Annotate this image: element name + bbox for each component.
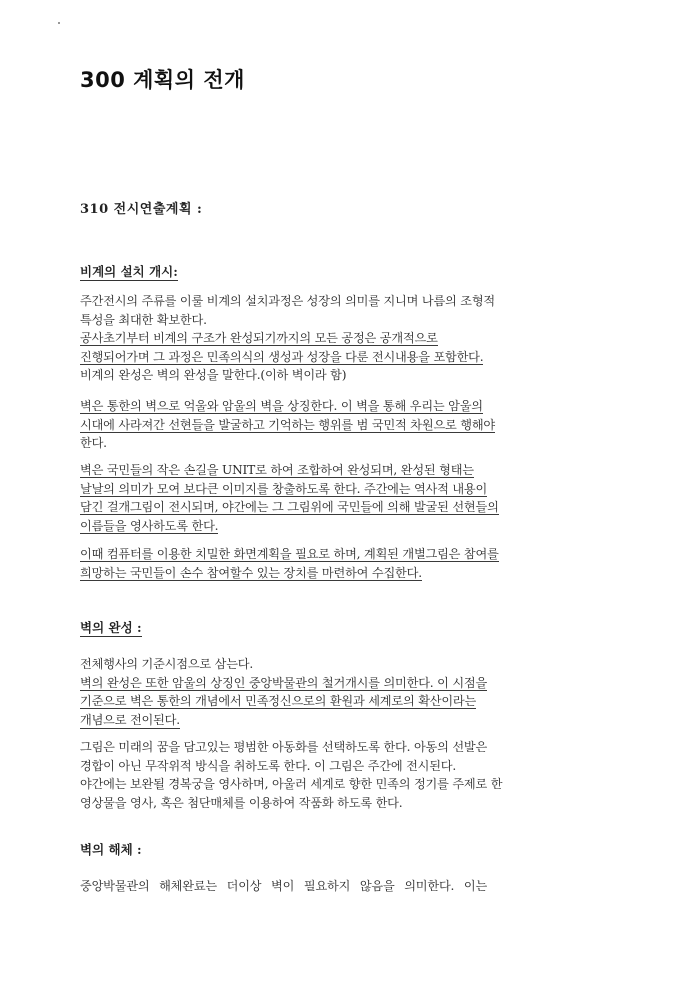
paragraph-wall-assembly [80, 461, 625, 535]
text-line: 경합이 아닌 무작위적 방식을 취하도록 한다. 이 그림은 주간에 전시된다. [80, 758, 457, 773]
text-line: 담긴 걸개그림이 전시되며, 야간에는 그 그림위에 국민들에 의해 발굴된 선현들의 [80, 500, 499, 515]
text-line: 기준으로 벽은 통한의 개념에서 민족정신으로의 환원과 세계로의 확산이라는 [80, 694, 477, 709]
text-line: 야간에는 보완될 경복궁을 영사하며, 아울러 세계로 향한 민족의 정기를 주제로 한 [80, 777, 503, 792]
text-line: 전체행사의 기준시점으로 삼는다. [80, 657, 254, 671]
text-line: 이때 컴퓨터를 이용한 치밀한 화면계획을 필요로 하며, 계획된 개별그림은 참여를 [80, 547, 499, 561]
paragraph-children-drawings [80, 738, 625, 812]
text-line: 한다. [80, 436, 107, 451]
heading-wall-dismantling: 벽의 해체 : [80, 842, 142, 857]
paragraph-scaffold-process [80, 292, 625, 385]
page-title: 300 계획의 전개 [80, 68, 245, 92]
text-line: 벽은 국민들의 작은 손길을 UNIT로 하여 조합하여 완성되며, 완성된 형태는 [80, 463, 474, 477]
text-line: 특성을 최대한 확보한다. [80, 312, 207, 327]
paragraph-computer-plan [80, 545, 625, 582]
text-line: 중앙박물관의 해체완료는 더이상 벽이 필요하지 않음을 의미한다. 이는 [80, 879, 488, 893]
text-line: 영상물을 영사, 혹은 첨단매체를 이용하여 작품화 하도록 한다. [80, 795, 403, 810]
paragraph-wall-symbol [80, 397, 625, 453]
text-line: 벽은 통한의 벽으로 억울와 암울의 벽을 상징한다. 이 벽을 통해 우리는 암울의 [80, 399, 483, 413]
text-line: 공사초기부터 비계의 구조가 완성되기까지의 모든 공정은 공개적으로 [80, 331, 438, 346]
heading-wall-completion: 벽의 완성 : [80, 620, 142, 635]
scan-speck [58, 22, 60, 24]
paragraph-dismantling [80, 877, 625, 896]
text-line: 그림은 미래의 꿈을 담고있는 평범한 아동화를 선택하도록 한다. 아동의 선발은 [80, 740, 488, 754]
section-subtitle: 310 전시연출계획 : [80, 202, 203, 217]
text-line: 주간전시의 주류를 이룰 비계의 설치과정은 성장의 의미를 지니며 나름의 조형적 [80, 294, 495, 308]
text-line: 벽의 완성은 또한 암울의 상징인 중앙박물관의 철거개시를 의미한다. 이 시점을 [80, 675, 488, 690]
text-line: 이름들을 영사하도록 한다. [80, 518, 219, 533]
text-line: 시대에 사라져간 선현들을 발굴하고 기억하는 행위를 범 국민적 차원으로 행해야 [80, 417, 495, 432]
text-line: 비계의 완성은 벽의 완성을 말한다.(이하 벽이라 함) [80, 368, 347, 383]
text-line: 날날의 의미가 모여 보다큰 이미지를 창출하도록 한다. 주간에는 역사적 내용이 [80, 481, 488, 496]
text-line: 희망하는 국민들이 손수 참여할수 있는 장치를 마련하여 수집한다. [80, 565, 422, 580]
heading-scaffold-installation: 비계의 설치 개시: [80, 264, 178, 279]
paragraph-reference-point [80, 655, 625, 729]
text-line: 진행되어가며 그 과정은 민족의식의 생성과 성장을 다룬 전시내용을 포함한다. [80, 349, 484, 364]
text-line: 개념으로 전이된다. [80, 712, 180, 727]
